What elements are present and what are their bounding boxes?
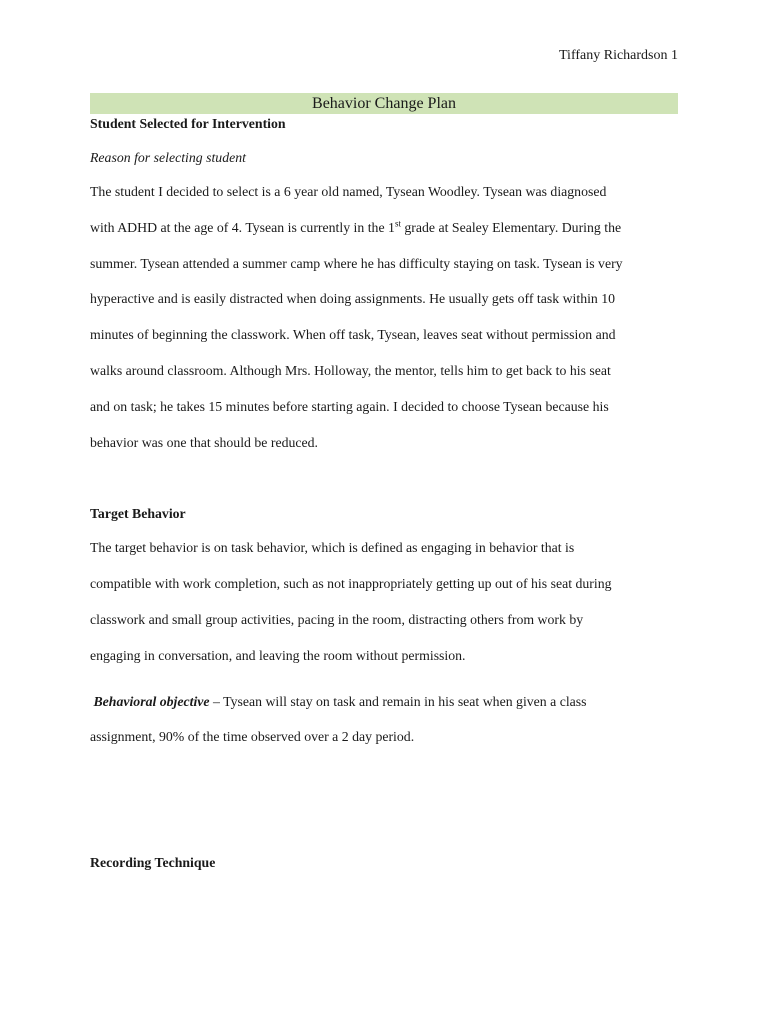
paragraph-reason — [90, 174, 678, 460]
text-line: and on task; he takes 15 minutes before starting again. I decided to choose Tysean because his — [90, 398, 609, 414]
text-line: engaging in conversation, and leaving the room without permission. — [90, 647, 466, 663]
text-segment: Tysean will stay on task and remain in his seat when given a class — [223, 693, 587, 709]
text-line: walks around classroom. Although Mrs. Holloway, the mentor, tells him to get back to his seat — [90, 362, 611, 378]
text-line: hyperactive and is easily distracted when doing assignments. He usually gets off task within 10 — [90, 291, 616, 307]
section-heading-target: Target Behavior — [90, 506, 186, 522]
ordinal-suffix: st — [394, 218, 401, 229]
text-line: behavior was one that should be reduced. — [90, 434, 318, 450]
section-heading-student: Student Selected for Intervention — [90, 116, 286, 131]
document-title: Behavior Change Plan — [90, 93, 678, 114]
text-line: minutes of beginning the classwork. When off task, Tysean, leaves seat without permission and — [90, 327, 616, 343]
paragraph-target — [90, 530, 678, 673]
text-line: summer. Tysean attended a summer camp where he has difficulty staying on task. Tysean is very — [90, 255, 623, 271]
text-line: assignment, 90% of the time observed over a 2 day period. — [90, 729, 415, 745]
paragraph-objective — [90, 684, 678, 756]
text-segment: with ADHD at the age of 4. Tysean is currently in the 1 — [90, 219, 395, 235]
objective-dash: – — [209, 693, 224, 709]
text-line — [90, 684, 678, 720]
text-line — [90, 210, 678, 246]
document-body — [90, 114, 678, 873]
text-line: The target behavior is on task behavior, which is defined as engaging in behavior that is — [90, 540, 575, 556]
section-subheading-reason: Reason for selecting student — [90, 150, 246, 165]
objective-label: Behavioral objective — [93, 693, 210, 709]
text-line: classwork and small group activities, pacing in the room, distracting others from work by — [90, 611, 584, 627]
text-line: The student I decided to select is a 6 year old named, Tysean Woodley. Tysean was diagnosed — [90, 184, 607, 199]
page-header: Tiffany Richardson 1 — [559, 48, 678, 63]
text-line: compatible with work completion, such as not inappropriately getting up out of his seat during — [90, 576, 612, 592]
section-heading-recording: Recording Technique — [90, 855, 216, 871]
text-segment: grade at Sealey Elementary. During the — [400, 219, 622, 235]
